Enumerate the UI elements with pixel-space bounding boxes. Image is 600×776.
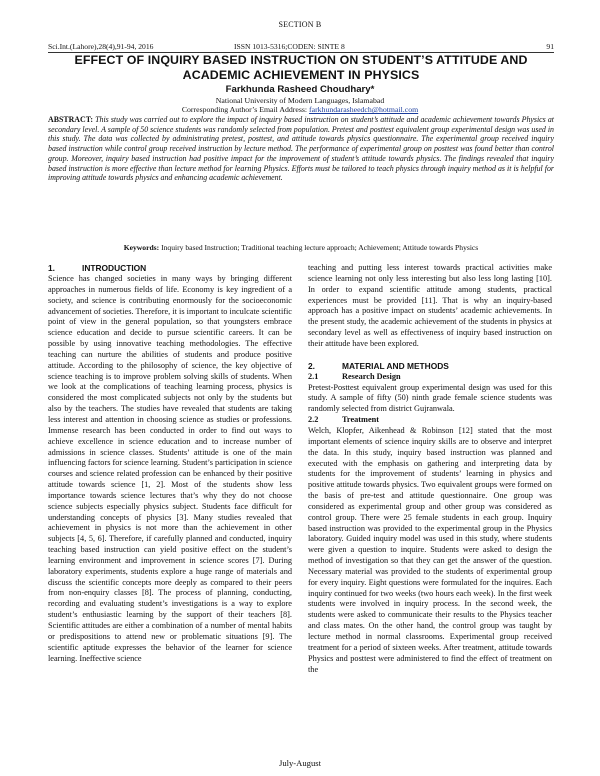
right-column [308, 263, 552, 675]
page-footer: July-August [278, 758, 322, 768]
paragraph-gap [308, 350, 552, 361]
paper-title: EFFECT OF INQUIRY BASED INSTRUCTION ON STUDENT’S ATTITUDE AND ACADEMIC ACHIEVEMENT IN PHYSICS [74, 53, 528, 82]
subsection-number: 2.2 [308, 415, 319, 425]
subsection-title: Treatment [342, 415, 380, 425]
keywords-text: Inquiry based Instruction; Traditional teaching lecture approach; Achievement; Attitude towards Physics [161, 243, 479, 252]
abstract-label: ABSTRACT: [48, 115, 94, 124]
section-number: 1. [48, 263, 55, 273]
abstract-text: This study was carried out to explore the impact of inquiry based instruction on student’s attitude and academic achievement towards Physics at secondary level. A sample of 50 science students was randomly selected from population. Pretest and posttest equivalent group experimental design was used in this study. The data was collected by administrating pretest, posttest, and attitude towards physics questionnaire. The experimental group received inquiry based instruction while control group received instruction by lecture method. The performance of experimental group on posttest was found better than control group. Moreover, inquiry based instruction had positive impact for the improvement of student’s attitude towards physics. The findings revealed that inquiry based instruction is more effective than lecture method for learning Physics. Efforts must be tailored to teach physics through inquiry method as it is helpful for improving attitude towards physics and enhancing academic achievement. [48, 115, 554, 183]
research-design-body: Pretest-Posttest equivalent group experimental design was used for this study. A sample of fifty (50) ninth grade female science students was randomly selected from district Gujranwala. [308, 382, 552, 414]
section-title: INTRODUCTION [82, 263, 147, 273]
treatment-body: Welch, Klopfer, Aikenhead & Robinson [12] stated that the most important elements of science inquiry skills are to observe and interpret the data. In this study, inquiry based instruction was planned and executed with the emphasis on gathering and interpreting data by students for the improvement of students’ learning in physics and positive attitude towards physics. Two equivalent groups were formed on the basis of pre-test and attitude questionnaire. One group was considered as experimental group and other group was considered as control group. There were 25 female students in each group. Inquiry based instruction was provided to the experimental group in the Physics laboratory. Guided inquiry model was used in this study, where students were given a question to inquire. Students were asked to design the method of investigation so that they can get the answer of the question. Necessary material was provided to the students of experimental group for every inquiry. Eight questions were formulated for the inquires. Each inquiry continued for two weeks (two hours each week). In the first week students were involved in inquiry process. In the second week, the students were asked to communicate their results to the Physics teacher and class mates. On the other hand, the control group was taught by lecture method in normal classrooms. Experimental group received treatment for a period of sixteen weeks. After treatment, attitude towards Physics and posttest were administered to find the effect of treatment on the [308, 425, 552, 674]
subsection-title: Research Design [342, 371, 401, 381]
email-link[interactable]: farkhundarasheedch@hotmail.com [309, 105, 419, 114]
issn-coden: ISSN 1013-5316;CODEN: SINTE 8 [234, 42, 345, 51]
introduction-heading [48, 263, 292, 274]
page-number: 91 [546, 42, 554, 51]
research-design-heading [308, 372, 552, 383]
journal-citation: Sci.Int.(Lahore),28(4),91-94, 2016 [48, 42, 154, 51]
treatment-heading [308, 415, 552, 426]
introduction-body: Science has changed societies in many ways by bringing different approaches in numerous fields of life. Economy is key ingredient of a society, and science is contributing enormously for the socioeconomic advancement of societies. Therefore, it is important to inculcate scientific point of view in the general population, so that youngsters embrace science education and decide to pursue scientific careers. It can be possible by using innovative teaching methodologies. The effective teaching can nurture the abilities of students and produce positive attitude. According to the philosophy of science, the key objective of science teaching is to improve problem solving skills of students. When we look at the complications of teaching learning process, physics is considered the most complicated subjects not only by the students but also by the teachers. The studies have revealed that students are taking less interest and attention in choosing science as studies or professions. Immense research has been conducted in order to find out ways to achieve excellence in science education and to increase number of admissions in science classes. Students’ attitude is one of the main influencing factors for science learning. Student’s participation in science courses and science related profession can be enhanced by their positive attitude towards science [1, 2]. Most of the students show less importance towards science lectures that’s why they do not choose science subjects especially physics subject. Students face difficult for understanding concepts of physics [3]. Many studies revealed that achievement in physics is not more than the achievement in other subjects [4, 5, 6]. Therefore, if carefully planned and conducted, inquiry teaching based instruction can yield positive effect on the student’s learning environment and improvement in science scores [7]. During laboratory experiments, students explore a huge range of materials and discuss the scientific concepts more deeply as compared to their peers from non-enquiry classes [8]. The process of planning, conducting, recording and evaluating student’s investigations is a way to explore student’s enthusiastic learning by the support of their teachers [8]. Scientific attitudes are either a combination of a number of mental habits or predispositions to attend new or problematic situations [9]. The scientific aptitude expresses the behavior of the learner for science learning. Ineffective science [48, 274, 292, 663]
keywords [48, 243, 554, 253]
section-number: 2. [308, 360, 315, 371]
author-name: Farkhunda Rasheed Choudhary* [225, 84, 375, 95]
author-affiliation: National University of Modern Languages, Islamabad [215, 96, 385, 105]
subsection-number: 2.1 [308, 371, 319, 381]
corresponding-email-line [0, 105, 600, 115]
methods-heading [308, 361, 552, 372]
email-label: Corresponding Author’s Email Address: [181, 105, 308, 114]
introduction-continuation: teaching and putting less interest towards practical activities make science learning not only less interesting but also less long lasting [10]. In order to expand scientific attitude among students, practical experiences must be provided [11]. That is why an inquiry-based approach has a positive impact on students’ academic achievements. In the present study, the academic achievement of the students in physics at secondary level as well as effectiveness of inquiry based instruction on their attitude have been explored. [308, 263, 552, 348]
section-title: MATERIAL AND METHODS [342, 360, 449, 371]
section-label: SECTION B [278, 20, 322, 29]
left-column [48, 263, 292, 664]
keywords-label: Keywords: [123, 243, 160, 252]
abstract [48, 115, 554, 183]
